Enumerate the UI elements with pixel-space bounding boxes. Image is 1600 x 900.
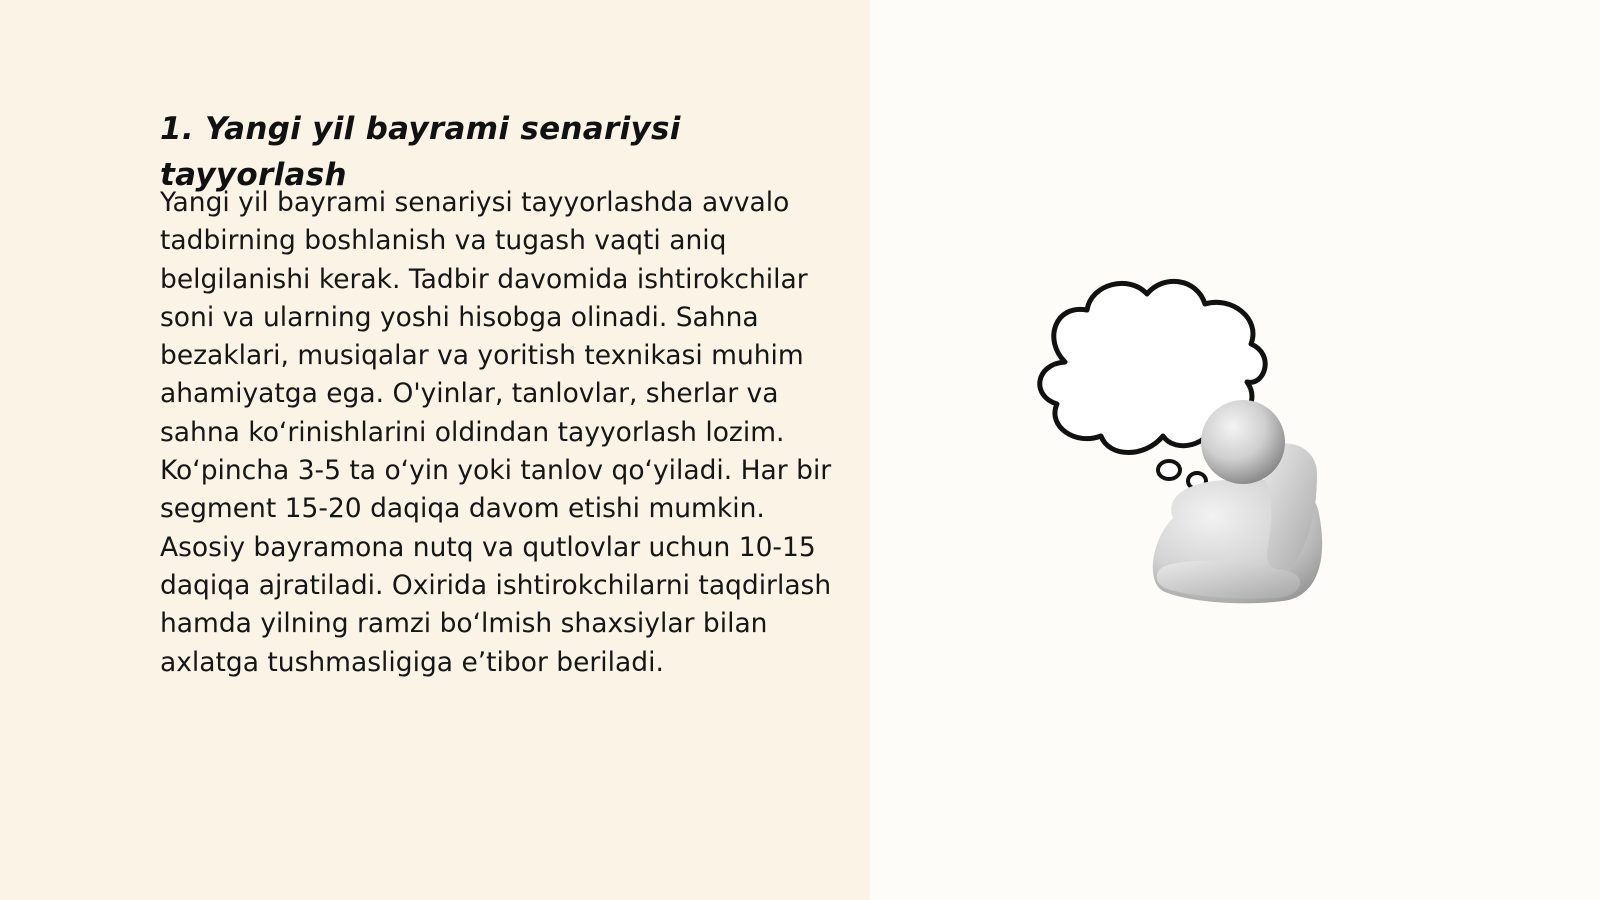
slide-body-text: Yangi yil bayrami senariysi tayyorlashda avvalo tadbirning boshlanish va tugash vaqti aniq belgilanishi kerak. Tadbir davomida ishtirokchilar soni va ularning yoshi hisobga olinadi. Sahna bezaklari, musiqalar va yoritish texnikasi muhim ahamiyatga ega. O'yinlar, tanlovlar, sherlar va sahna koʻrinishlarini oldindan tayyorlash lozim. Koʻpincha 3-5 ta oʻyin yoki tanlov qoʻyiladi. Har bir segment 15-20 daqiqa davom etishi mumkin. Asosiy bayramona nutq va qutlovlar uchun 10-15 daqiqa ajratiladi. Oxirida ishtirokchilarni taqdirlash hamda yilning ramzi boʻlmish shaxsiylar bilan axlatga tushmasligiga eʼtibor beriladi.	[160, 187, 832, 678]
thinking-person-icon	[1025, 270, 1365, 620]
slide-title: 1. Yangi yil bayrami senariysi tayyorlash	[160, 111, 681, 193]
thinking-person-illustration	[1025, 270, 1365, 620]
